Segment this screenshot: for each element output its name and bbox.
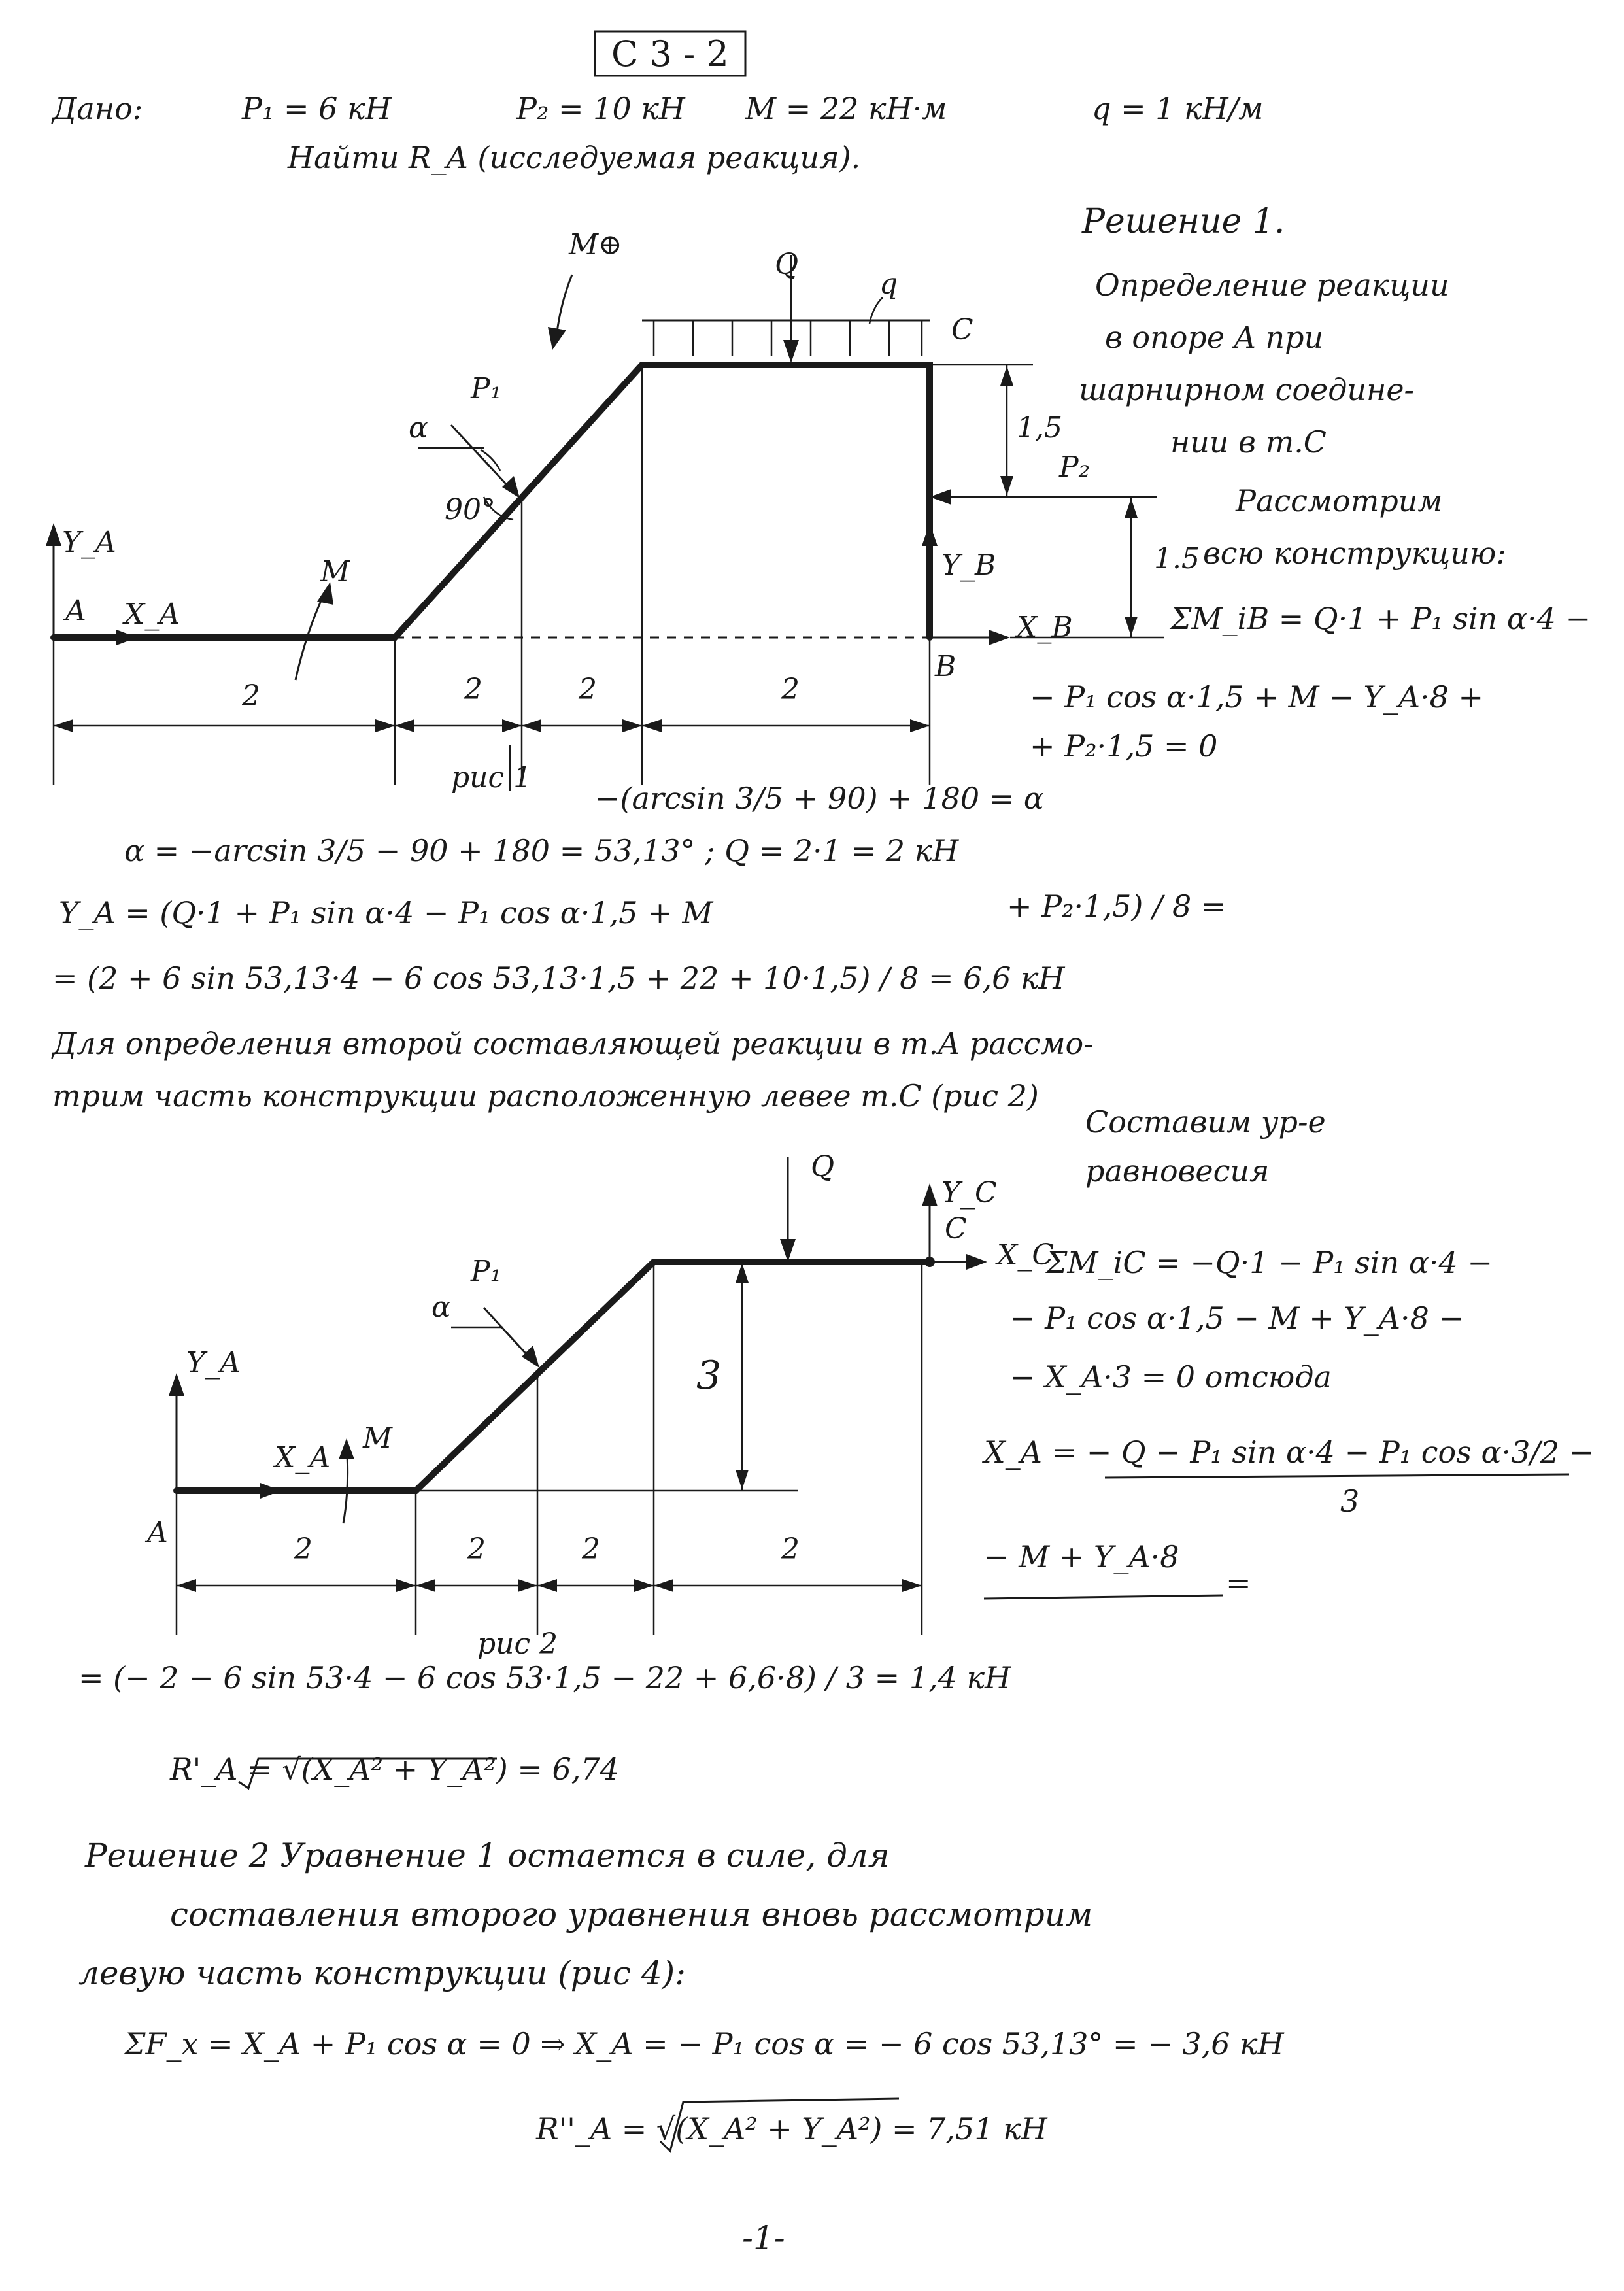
fig1-label-B: B (935, 650, 956, 683)
solution-fig2-xa-num: X_A = − Q − P₁ sin α·4 − P₁ cos α·3/2 − (984, 1434, 1595, 1470)
fig1-label-P1: P₁ (471, 372, 502, 405)
fig2-label-xC: X_C (997, 1238, 1054, 1272)
fig1-label-yB: Y_B (941, 549, 996, 582)
solution2-line-3: левую часть конструкции (рис 4): (78, 1954, 686, 1992)
fig1-dim-3: 2 (579, 673, 597, 706)
calc-ya-1b: + P₂·1,5) / 8 = (1007, 889, 1226, 924)
given-find: Найти R_A (исследуемая реакция). (288, 140, 861, 175)
fig1-label-q: q (879, 267, 898, 301)
fig2-label-A: A (147, 1516, 168, 1550)
solution-fig2-xa-eq: = (1226, 1565, 1251, 1601)
fig1-label-Q: Q (775, 248, 799, 281)
fig1-dim-1: 2 (242, 679, 260, 713)
given-p2: P₂ = 10 кН (516, 91, 685, 126)
fig1-label-90: 90° (445, 493, 496, 526)
fig2-label-yC: Y_C (941, 1176, 997, 1210)
solution2-line-1: Решение 2 Уравнение 1 остается в силе, для (85, 1837, 890, 1875)
figure-2 (169, 1157, 987, 1635)
fig2-label-xA: X_A (275, 1441, 331, 1474)
solution-fig2-eq-3: − X_A·3 = 0 отсюда (1010, 1359, 1332, 1395)
page-number: -1- (742, 2219, 785, 2257)
solution2-ra2: R''_A = √(X_A² + Y_A²) = 7,51 кН (536, 2111, 1047, 2147)
result-xa: = (− 2 − 6 sin 53·4 − 6 cos 53·1,5 − 22 + 6,6·8) / 3 = 1,4 кН (78, 1660, 1011, 1695)
fig2-label-P1: P₁ (471, 1255, 502, 1288)
fig2-dim-4: 2 (781, 1533, 800, 1566)
solution1-line-4: нии в т.C (1170, 424, 1327, 460)
fig1-label-dim2: 1.5 (1154, 542, 1200, 575)
fraction-bar (1105, 1474, 1569, 1478)
fig1-label-P2: P₂ (1059, 450, 1091, 484)
fig1-label-M: M (320, 555, 350, 588)
calc-alpha-def: −(arcsin 3/5 + 90) + 180 = α (595, 781, 1044, 816)
fraction-bar-2 (984, 1595, 1223, 1599)
fig2-dim-1: 2 (294, 1533, 313, 1566)
solution1-eq-1: ΣM_iB = Q·1 + P₁ sin α·4 − (1170, 601, 1591, 636)
solution-fig2-title-1: Составим ур-е (1085, 1104, 1326, 1140)
solution1-line-2: в опоре A при (1105, 320, 1324, 355)
calc-ya-1: Y_A = (Q·1 + P₁ sin α·4 − P₁ cos α·1,5 + M (59, 895, 713, 930)
solution2-fx: ΣF_x = X_A + P₁ cos α = 0 ⇒ X_A = − P₁ cos α = − 6 cos 53,13° = − 3,6 кН (124, 2026, 1284, 2062)
calc-text-2: трим часть конструкции расположенную левее т.C (рис 2) (52, 1078, 1039, 1113)
result-ra1: R'_A = √(X_A² + Y_A²) = 6,74 (170, 1752, 619, 1787)
fig1-label-yA: Y_A (62, 526, 116, 559)
fig1-label-M-top: M⊕ (569, 228, 622, 262)
given-p1: P₁ = 6 кН (242, 91, 392, 126)
solution1-consider-1: Рассмотрим (1236, 483, 1443, 518)
fig2-label-yA: Y_A (186, 1346, 241, 1380)
fig1-label-alpha: α (409, 411, 428, 445)
calc-alpha-val: α = −arcsin 3/5 − 90 + 180 = 53,13° ; Q = 2·1 = 2 кН (124, 833, 959, 868)
document-code: С 3 - 2 (611, 33, 729, 75)
given-label: Дано: (52, 91, 143, 126)
fig2-dim-2: 2 (467, 1533, 486, 1566)
fig1-label-C: C (951, 313, 973, 347)
given-m: M = 22 кН·м (745, 91, 947, 126)
solution1-consider-2: всю конструкцию: (1203, 535, 1506, 571)
fig1-label-xB: X_B (1017, 611, 1073, 644)
fig2-dim-3: 2 (582, 1533, 600, 1566)
solution1-title: Решение 1. (1082, 202, 1285, 241)
fig2-label-C: C (945, 1212, 967, 1246)
solution1-eq-3: + P₂·1,5 = 0 (1030, 728, 1218, 764)
calc-text-1: Для определения второй составляющей реакции в т.A рассмо- (52, 1026, 1094, 1061)
fig1-dim-2: 2 (464, 673, 482, 706)
solution1-eq-2: − P₁ cos α·1,5 + M − Y_A·8 + (1030, 679, 1484, 715)
fig1-label-xA: X_A (124, 598, 180, 631)
fig1-label-dim1: 1,5 (1017, 411, 1062, 445)
solution1-line-3: шарнирном соедине- (1079, 372, 1415, 407)
given-q: q = 1 кН/м (1092, 91, 1264, 126)
solution-fig2-eq-2: − P₁ cos α·1,5 − M + Y_A·8 − (1010, 1300, 1464, 1336)
solution2-line-2: составления второго уравнения вновь рассмотрим (170, 1895, 1093, 1933)
fig2-label-alpha: α (431, 1291, 451, 1324)
calc-ya-2: = (2 + 6 sin 53,13·4 − 6 cos 53,13·1,5 + 22 + 10·1,5) / 8 = 6,6 кН (52, 960, 1065, 996)
solution-fig2-title-2: равновесия (1085, 1153, 1270, 1189)
fig2-label-Q: Q (811, 1150, 835, 1183)
solution1-line-1: Определение реакции (1095, 267, 1449, 303)
fig2-label-M: M (363, 1421, 393, 1455)
fig2-caption: рис 2 (477, 1627, 558, 1661)
solution-fig2-eq-1: ΣM_iC = −Q·1 − P₁ sin α·4 − (1046, 1245, 1493, 1280)
fig1-label-A: A (65, 594, 86, 628)
fig1-dim-4: 2 (781, 673, 800, 706)
solution-fig2-xa-den: 3 (1340, 1484, 1360, 1519)
fig1-caption: рис 1 (451, 761, 532, 794)
fig2-label-dim3: 3 (696, 1353, 722, 1399)
solution-fig2-xa-num2: − M + Y_A·8 (984, 1539, 1179, 1574)
figure-1 (46, 255, 1164, 791)
